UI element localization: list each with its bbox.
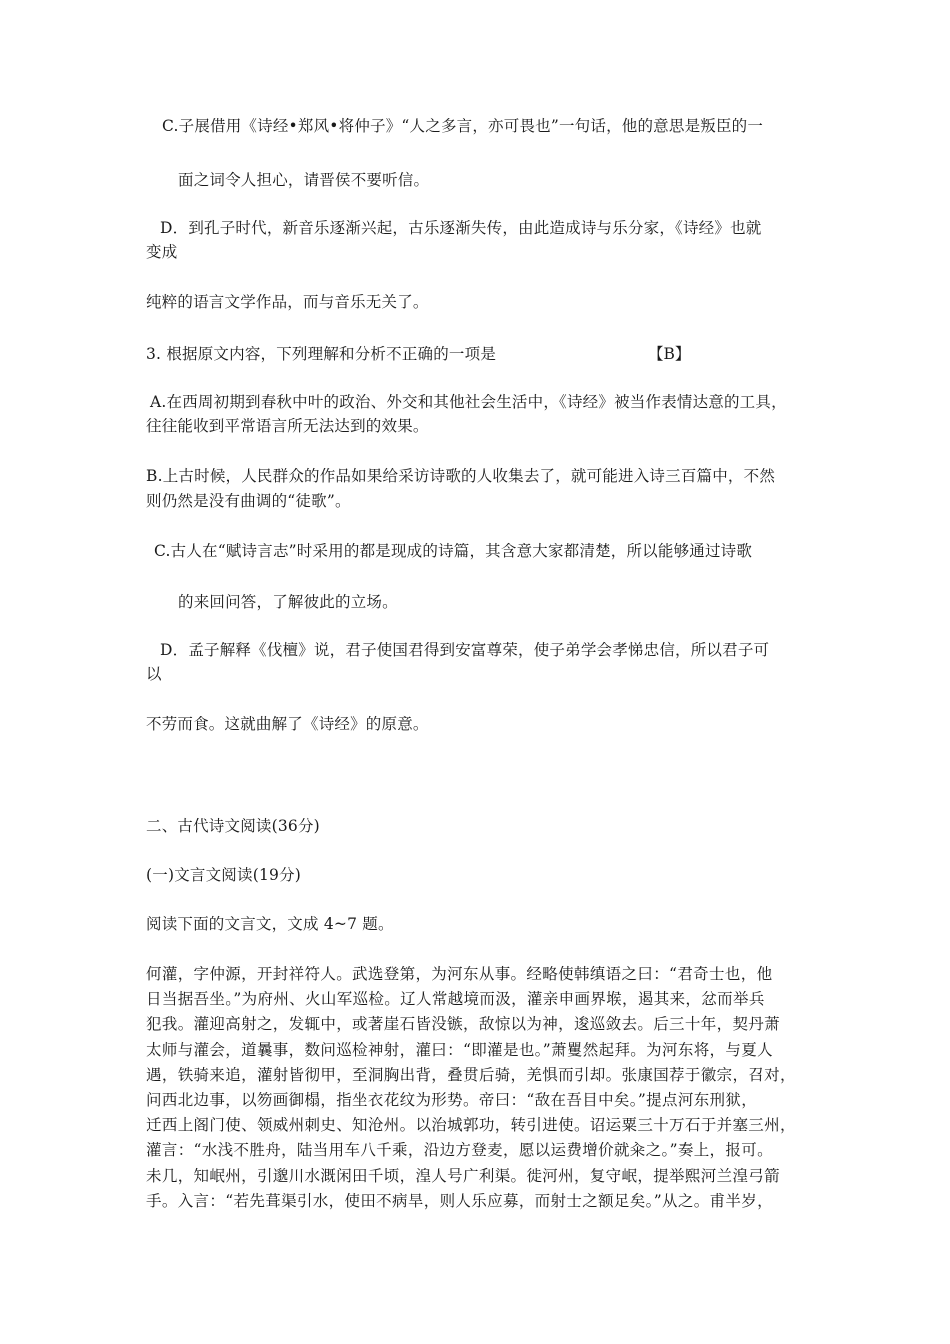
q3-option-d-line1: D．孟子解释《伐檀》说，君子使国君得到安富尊荣，使子弟学会孝悌忠信，所以君子可: [160, 641, 770, 659]
q2-option-c-line2: 面之词令人担心，请晋侯不要听信。: [178, 171, 430, 189]
q3-option-c-line2: 的来回问答，了解彼此的立场。: [178, 593, 398, 611]
subsection-heading: (一)文言文阅读(19分): [146, 866, 302, 884]
passage-line: 何灌，字仲源，开封祥符人。武选登第，为河东从事。经略使韩缜语之曰：“君奇士也，他: [146, 965, 773, 983]
classical-passage: [146, 962, 810, 1214]
q3-option-b-line1: B.上古时候，人民群众的作品如果给采访诗歌的人收集去了，就可能进入诗三百篇中，不然: [146, 467, 776, 485]
q2-option-d-line1: D．到孔子时代，新音乐逐渐兴起，古乐逐渐失传，由此造成诗与乐分家，《诗经》也就: [160, 219, 762, 237]
q2-option-c-line1: C.子展借用《诗经•郑风•将仲子》“人之多言，亦可畏也”一句话，他的意思是叛臣的一: [162, 117, 764, 135]
passage-line: 太师与灌会，道曩事，数问巡检神射，灌曰：“即灌是也。”萧矍然起拜。为河东将，与夏人: [146, 1040, 773, 1059]
passage-line: 日当据吾坐。”为府州、火山军巡检。辽人常越境而汲，灌亲申画界堠，遏其来，忿而举兵: [146, 990, 765, 1009]
passage-line: 灌言：“水浅不胜舟，陆当用车八千乘，沿边方登麦，愿以运费增价就籴之。”奏上，报可。: [146, 1141, 773, 1160]
q3-option-b-line2: 则仍然是没有曲调的“徒歌”。: [146, 492, 351, 510]
q3-option-a-line1: A.在西周初期到春秋中叶的政治、外交和其他社会生活中，《诗经》被当作表情达意的工具，: [150, 393, 787, 411]
passage-line: 问西北边事，以笏画御榻，指坐衣花纹为形势。帝曰：“敌在吾目中矣。”提点河东刑狱，: [146, 1090, 758, 1109]
passage-line: 遇，铁骑来追，灌射皆彻甲，至洞胸出背，叠贯后骑，羌惧而引却。张康国荐于徽宗，召对，: [146, 1065, 796, 1084]
q2-option-d-line2: 变成: [146, 243, 178, 261]
question-3-answer: 【B】: [648, 345, 691, 363]
q3-option-d-line3: 不劳而食。这就曲解了《诗经》的原意。: [146, 715, 429, 733]
section-heading: 二、古代诗文阅读(36分): [146, 817, 320, 835]
q3-option-c-line1: C.古人在“赋诗言志”时采用的都是现成的诗篇，其含意大家都清楚，所以能够通过诗歌: [154, 542, 753, 560]
question-3-stem: 3. 根据原文内容，下列理解和分析不正确的一项是: [146, 345, 497, 363]
reading-instruction: 阅读下面的文言文，文成 4~7 题。: [146, 915, 394, 933]
q3-option-d-line2: 以: [146, 665, 162, 683]
passage-line: 犯我。灌迎高射之，发辄中，或著崖石皆没镞，敌惊以为神，逡巡敛去。后三十年，契丹萧: [146, 1015, 781, 1034]
q2-option-d-line3: 纯粹的语言文学作品，而与音乐无关了。: [146, 293, 429, 311]
passage-line: 迁西上阁门使、领威州刺史、知沧州。以治城郭功，转引进使。诏运粟三十万石于并塞三州，: [146, 1116, 796, 1135]
passage-line: 未几，知岷州，引邈川水溉闲田千顷，湟人号广利渠。徙河州，复守岷，提举熙河兰湟弓箭: [146, 1166, 781, 1185]
passage-line: 手。入言：“若先葺渠引水，使田不病旱，则人乐应募，而射士之额足矣。”从之。甫半岁，: [146, 1191, 773, 1210]
q3-option-a-line2: 往往能收到平常语言所无法达到的效果。: [146, 417, 429, 435]
